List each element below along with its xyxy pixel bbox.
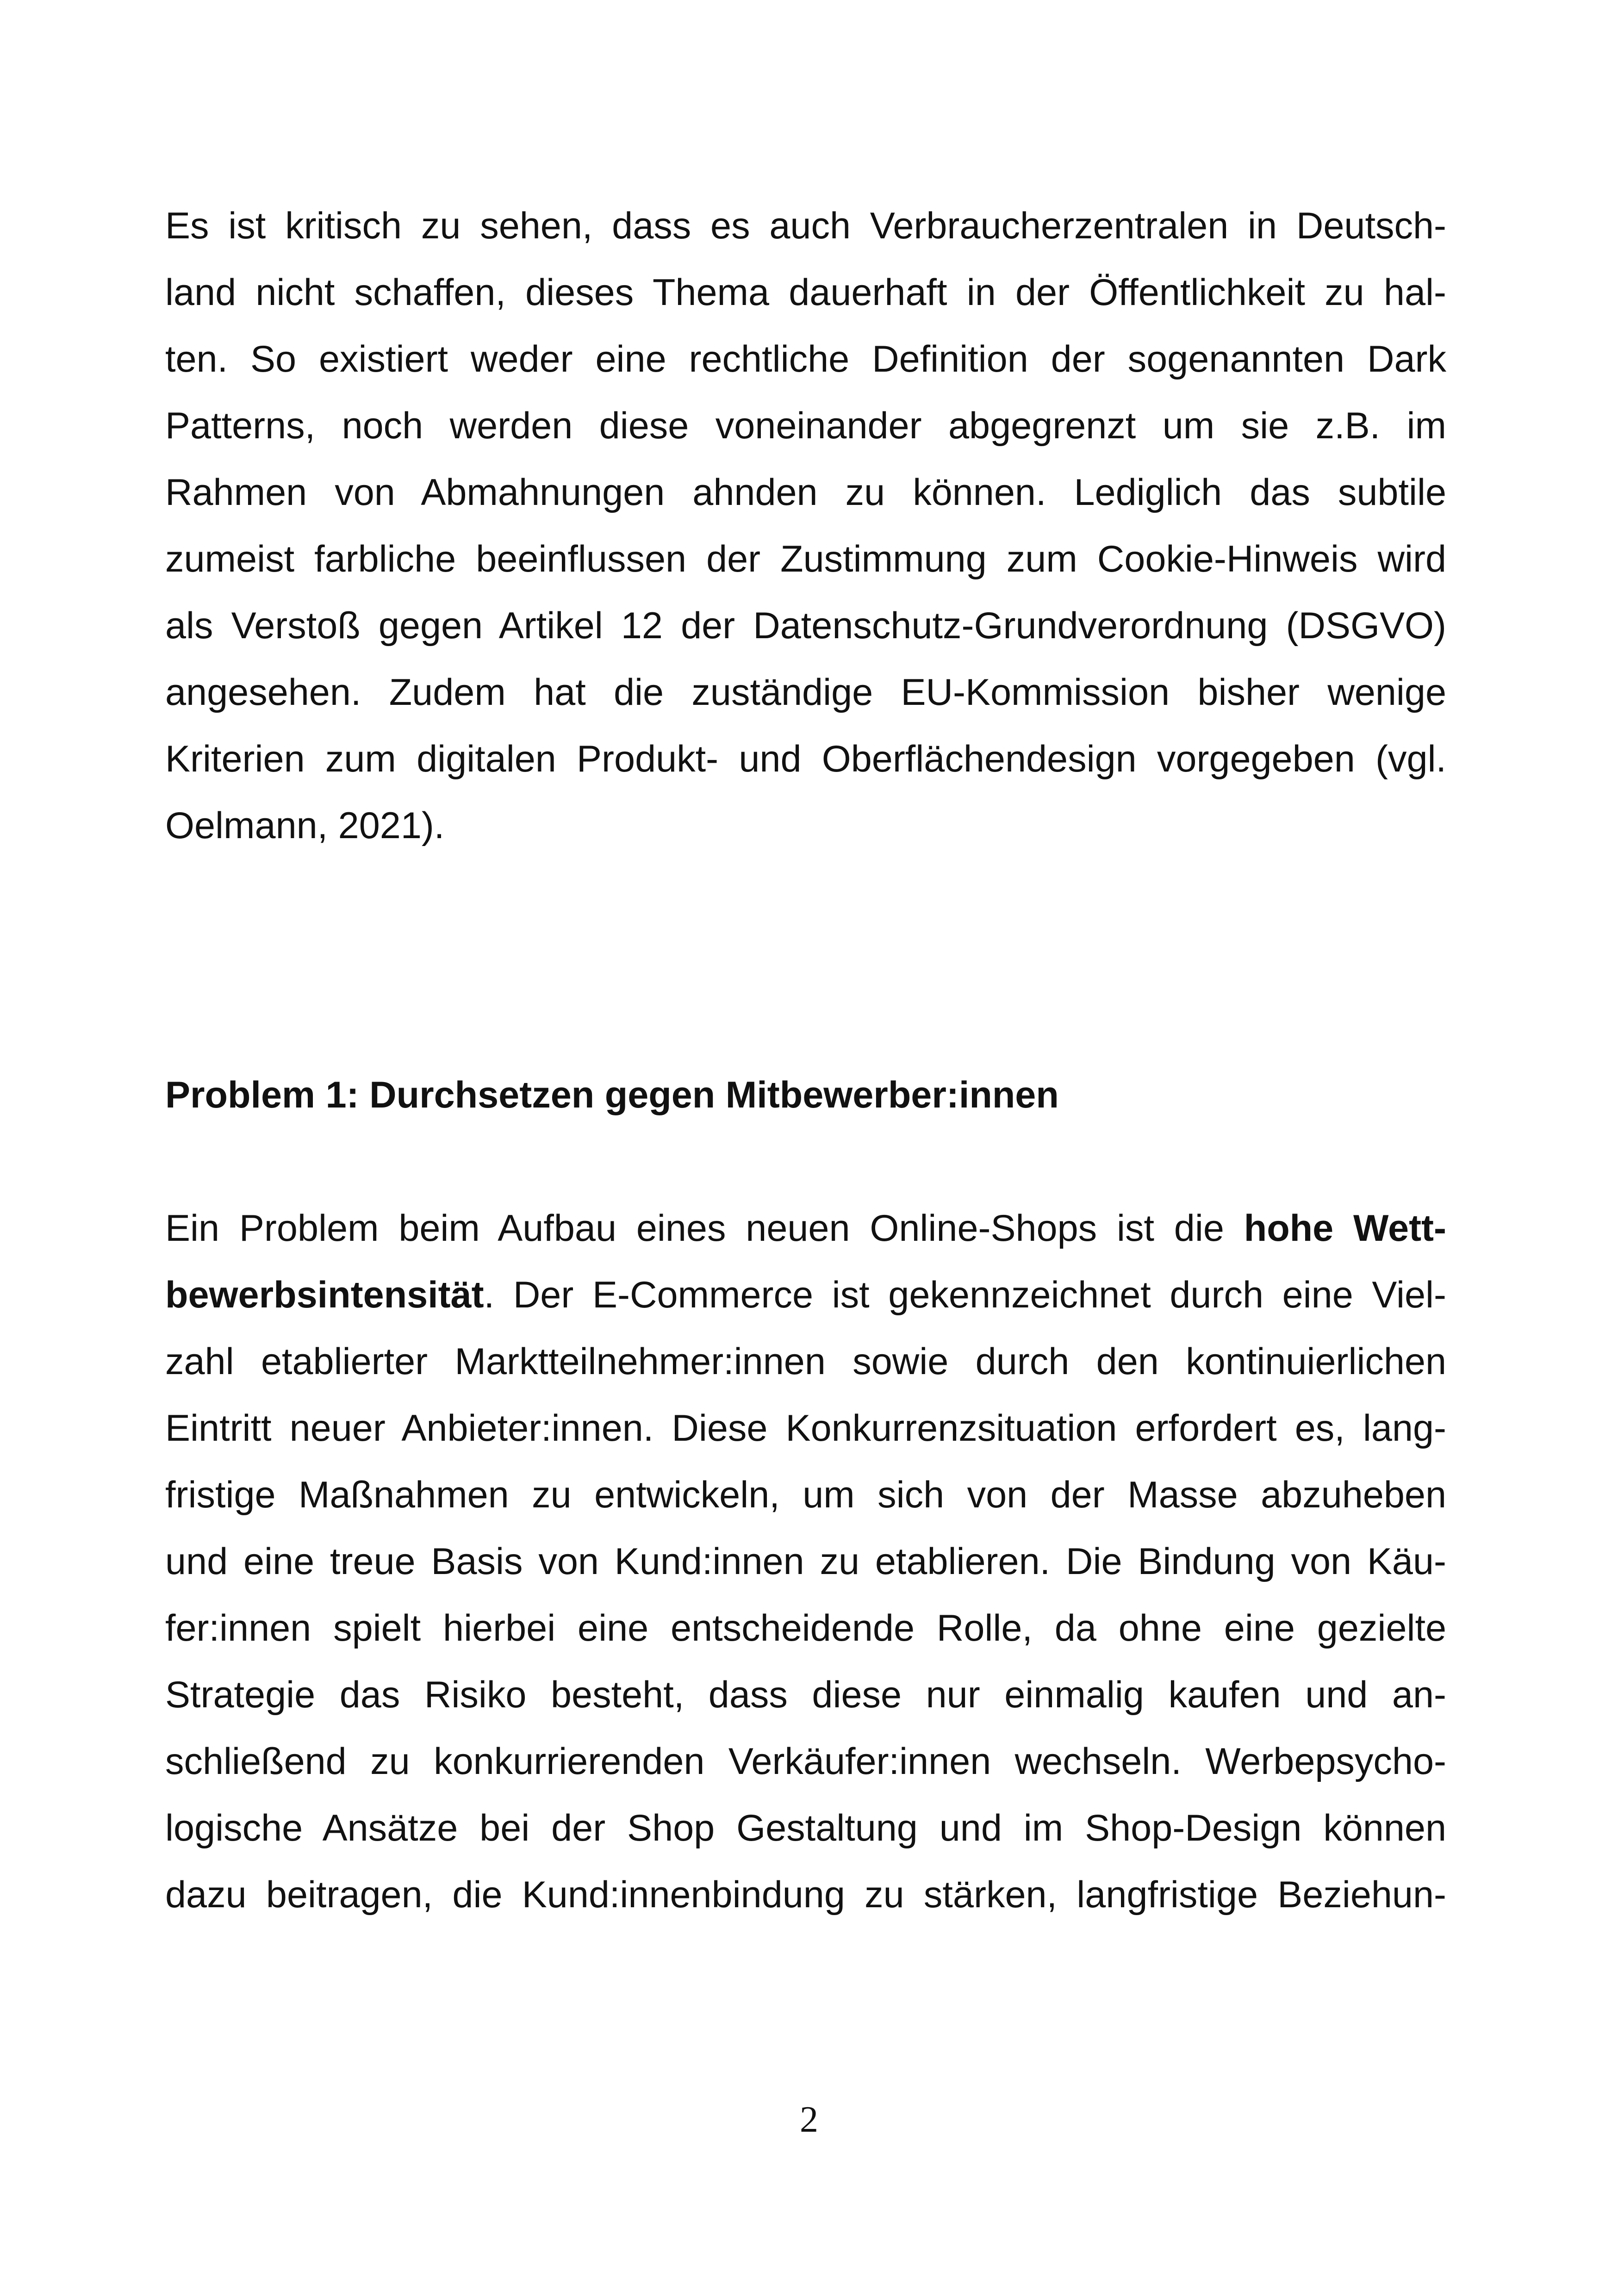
text-line: als Verstoß gegen Artikel 12 der Datenschutz-Grundverordnung (DSGVO) <box>165 605 1446 647</box>
text-line: Es ist kritisch zu sehen, dass es auch Verbraucherzentralen in Deutsch- <box>165 205 1446 247</box>
text-line: schließend zu konkurrierenden Verkäufer:innen wechseln. Werbepsycho- <box>165 1741 1446 1782</box>
text-line: und eine treue Basis von Kund:innen zu etablieren. Die Bindung von Käu- <box>165 1541 1446 1582</box>
text-line: Kriterien zum digitalen Produkt- und Oberflächendesign vorgegeben (vgl. <box>165 738 1446 780</box>
text-line: Patterns, noch werden diese voneinander abgegrenzt um sie z.B. im <box>165 405 1446 447</box>
text-run: Ein Problem beim Aufbau eines neuen Online-Shops ist die <box>165 1207 1244 1249</box>
text-line <box>165 1263 1446 1327</box>
text-line: dazu beitragen, die Kund:innenbindung zu stärken, langfristige Beziehun- <box>165 1874 1446 1916</box>
text-line: angesehen. Zudem hat die zuständige EU-Kommission bisher wenige <box>165 672 1446 713</box>
text-line: zumeist farbliche beeinflussen der Zustimmung zum Cookie-Hinweis wird <box>165 538 1446 580</box>
text-line: Eintritt neuer Anbieter:innen. Diese Konkurrenzsituation erfordert es, lang- <box>165 1407 1446 1449</box>
text-line: Rahmen von Abmahnungen ahnden zu können. Lediglich das subtile <box>165 472 1446 513</box>
text-line: Oelmann, 2021). <box>165 805 445 846</box>
text-line: land nicht schaffen, dieses Thema dauerhaft in der Öffentlichkeit zu hal- <box>165 272 1446 313</box>
text-line: Strategie das Risiko besteht, dass diese nur einmalig kaufen und an- <box>165 1674 1446 1716</box>
text-line: fer:innen spielt hierbei eine entscheidende Rolle, da ohne eine gezielte <box>165 1607 1446 1649</box>
text-run: . Der E-Commerce ist gekennzeichnet durch eine Viel- <box>484 1274 1446 1316</box>
text-line: logische Ansätze bei der Shop Gestaltung und im Shop-Design können <box>165 1807 1446 1849</box>
text-line: ten. So existiert weder eine rechtliche Definition der sogenannten Dark <box>165 338 1446 380</box>
bold-text-run: bewerbsintensität <box>165 1274 484 1316</box>
text-line: zahl etablierter Marktteilnehmer:innen sowie durch den kontinuierlichen <box>165 1341 1446 1382</box>
page-number: 2 <box>800 2099 818 2140</box>
bold-text-run: hohe Wett- <box>1244 1207 1446 1249</box>
text-line <box>165 1196 1446 1261</box>
section-heading: Problem 1: Durchsetzen gegen Mitbewerber:innen <box>165 1074 1059 1116</box>
text-line: fristige Maßnahmen zu entwickeln, um sich von der Masse abzuheben <box>165 1474 1446 1516</box>
